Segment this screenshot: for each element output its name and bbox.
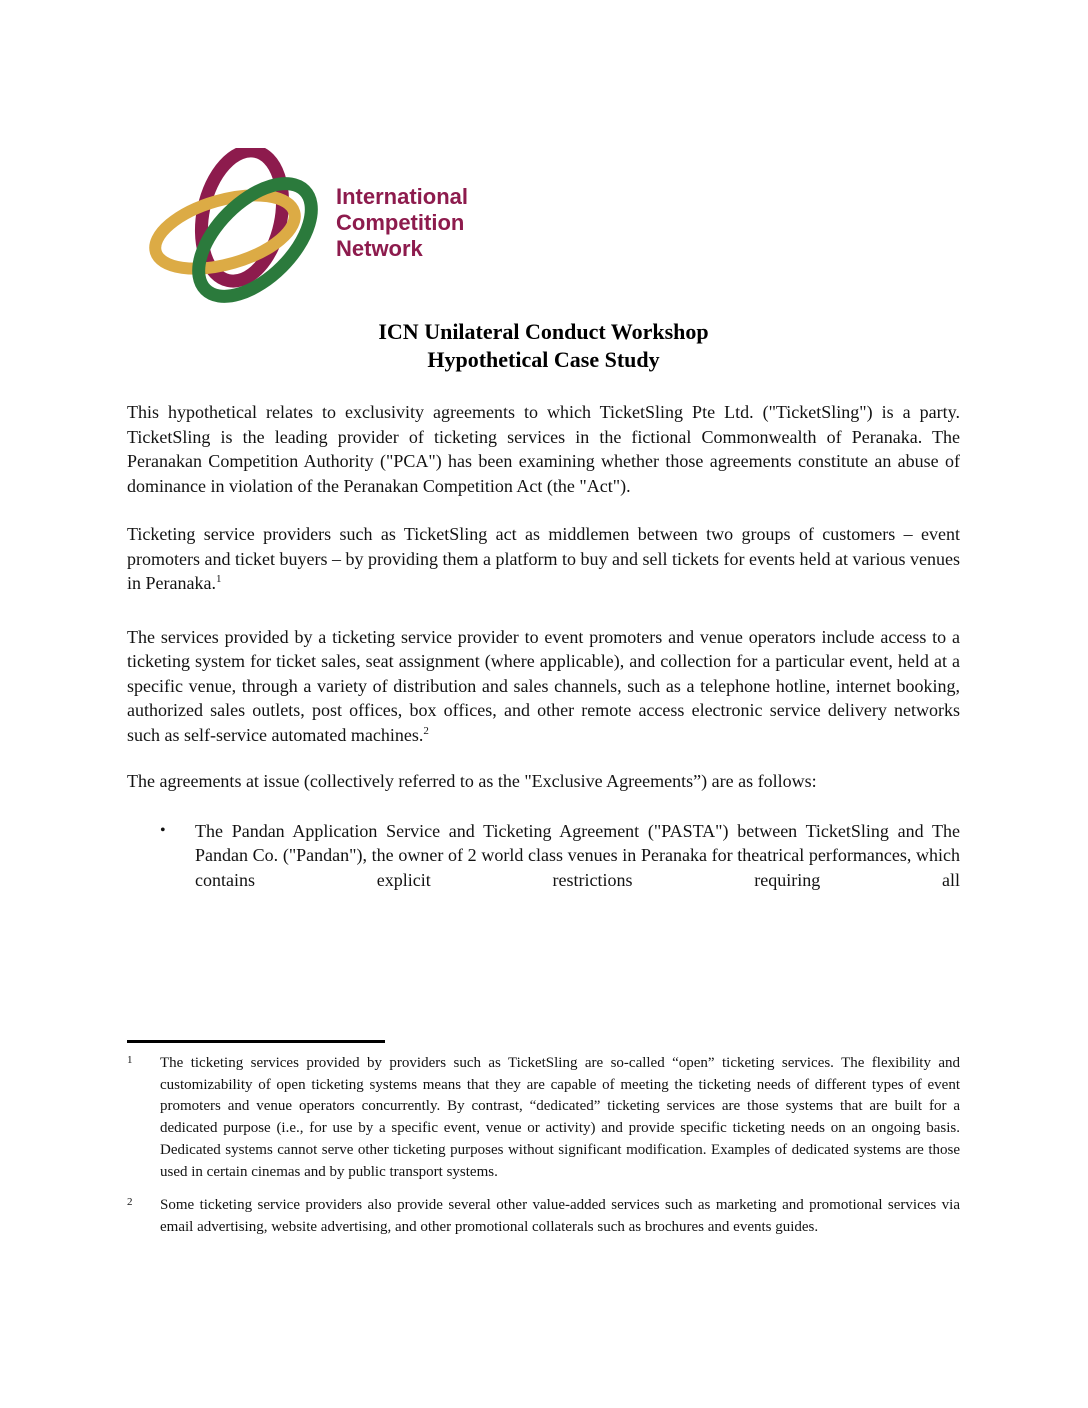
bullet-item-pasta <box>160 819 960 893</box>
logo-word-international: International <box>336 184 469 209</box>
icn-logo <box>149 148 1088 306</box>
footnote-1-text: The ticketing services provided by providers such as TicketSling are so-called “open” ticketing services. The flexibility and customizability of open ticketing systems means that they are capable of meeting the ticketing needs of different types of event promoters and venue operators concurrently. By contrast, “dedicated” ticketing services are those systems that are built for a dedicated purpose (i.e., for use by a specific event, venue or activity) and provide specific ticketing needs on an ongoing basis. Dedicated systems cannot serve other ticketing purposes without significant modification. Examples of dedicated systems are those used in certain cinemas and by public transport systems. <box>160 1055 960 1180</box>
paragraph-intro: This hypothetical relates to exclusivity agreements to which TicketSling Pte Ltd. ("TicketSling") is a party. TicketSling is the leading provider of ticketing services in the fictional Commonwealth of Peranaka. The Peranakan Competition Authority ("PCA") has been examining whether those agreements constitute an abuse of dominance in violation of the Peranakan Competition Act (the "Act"). <box>127 402 960 496</box>
footnote-1-number: 1 <box>127 1054 133 1066</box>
footnotes-section <box>127 1040 960 1239</box>
footnote-ref-2: 2 <box>423 724 429 737</box>
icn-logo-rings-icon <box>149 148 324 306</box>
footnote-ref-1: 1 <box>215 573 222 585</box>
paragraph-services <box>127 625 960 748</box>
bullet-item-pasta-text: The Pandan Application Service and Ticketing Agreement ("PASTA") between TicketSling and The Pandan Co. ("Pandan"), the owner of 2 world class venues in Peranaka for theatrical performances, which contains explicit restrictions requiring all <box>195 820 960 890</box>
footnote-2-number: 2 <box>127 1196 133 1209</box>
paragraph-services-text: The services provided by a ticketing service provider to event promoters and venue operators include access to a ticketing system for ticket sales, seat assignment (where applicable), and collection for a particular event, held at a specific venue, through a variety of distribution and sales channels, such as a telephone hotline, internet booking, authorized sales outlets, post offices, box offices, and other remote access electronic service delivery networks such as self-service automated machines. <box>127 626 960 745</box>
paragraph-middlemen-text: Ticketing service providers such as TicketSling act as middlemen between two groups of customers – event promoters and ticket buyers – by providing them a platform to buy and sell tickets for events held at various venues in Peranaka. <box>127 524 960 593</box>
footnote-1 <box>127 1053 960 1183</box>
page-title <box>127 318 960 374</box>
icn-logo-wordmark <box>336 184 468 262</box>
footnote-separator <box>127 1040 385 1043</box>
logo-word-network: Network <box>336 236 423 261</box>
page-title-line2: Hypothetical Case Study <box>427 347 660 372</box>
footnote-2 <box>127 1195 960 1238</box>
paragraph-agreements-lead: The agreements at issue (collectively referred to as the "Exclusive Agreements”) are as follows: <box>127 771 817 791</box>
paragraph-middlemen <box>127 522 960 596</box>
bullet-icon: • <box>160 821 166 839</box>
page-title-line1: ICN Unilateral Conduct Workshop <box>378 319 709 344</box>
logo-word-competition: Competition <box>336 210 465 235</box>
footnote-2-text: Some ticketing service providers also provide several other value-added services such as marketing and promotional services via email advertising, website advertising, and other promotional collaterals such as brochures and events guides. <box>160 1197 960 1235</box>
